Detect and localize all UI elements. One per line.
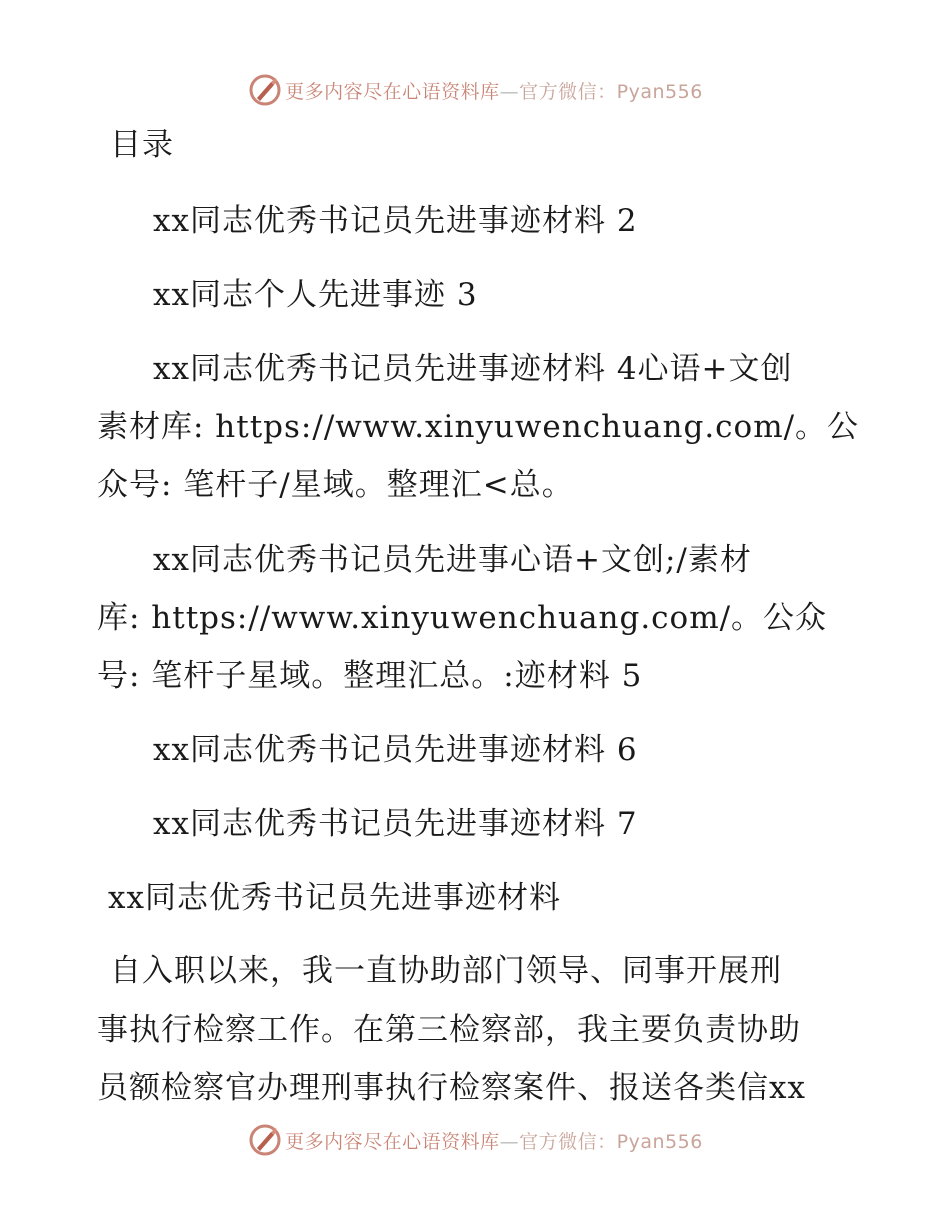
banner-site-text: 更多内容尽在心语资料库: [285, 1130, 500, 1153]
pen-logo-icon: [247, 72, 283, 108]
toc-title: 目录: [110, 127, 174, 163]
pen-logo-icon: [247, 1122, 283, 1158]
banner-wechat-text: 官方微信：Pyan556: [519, 1130, 703, 1153]
toc-entry: xx同志优秀书记员先进事迹材料 4心语+文创: [153, 351, 793, 387]
toc-entry-continuation: 号: 笔杆子星域。整理汇总。:迹材料 5: [97, 658, 643, 694]
banner-text: [285, 1127, 703, 1154]
banner-text: [285, 77, 703, 104]
banner-separator: —: [499, 1130, 520, 1153]
toc-entry: xx同志优秀书记员先进事迹材料 2: [153, 203, 638, 239]
footer-banner: [0, 1120, 950, 1160]
toc-entry-continuation: 众号: 笔杆子/星域。整理汇<总。: [97, 467, 574, 503]
body-line: 自入职以来，我一直协助部门领导、同事开展刑: [110, 953, 782, 989]
body-line: 员额检察官办理刑事执行检察案件、报送各类信xx: [97, 1070, 806, 1106]
banner-separator: —: [499, 80, 520, 103]
toc-entry: xx同志优秀书记员先进事迹材料 6: [153, 732, 638, 768]
toc-entry: xx同志个人先进事迹 3: [153, 277, 478, 313]
banner-site-text: 更多内容尽在心语资料库: [285, 80, 500, 103]
toc-entry: xx同志优秀书记员先进事迹材料 7: [153, 806, 638, 842]
toc-entry-continuation: 库: https://www.xinyuwenchuang.com/。公众: [97, 600, 828, 636]
banner-wechat-text: 官方微信：Pyan556: [519, 80, 703, 103]
body-line: 事执行检察工作。在第三检察部，我主要负责协助: [97, 1012, 801, 1048]
section-title: xx同志优秀书记员先进事迹材料: [108, 880, 561, 916]
toc-entry: xx同志优秀书记员先进事心语+文创;/素材: [153, 542, 752, 578]
header-banner: [0, 70, 950, 110]
toc-entry-continuation: 素材库: https://www.xinyuwenchuang.com/。公: [97, 409, 860, 445]
